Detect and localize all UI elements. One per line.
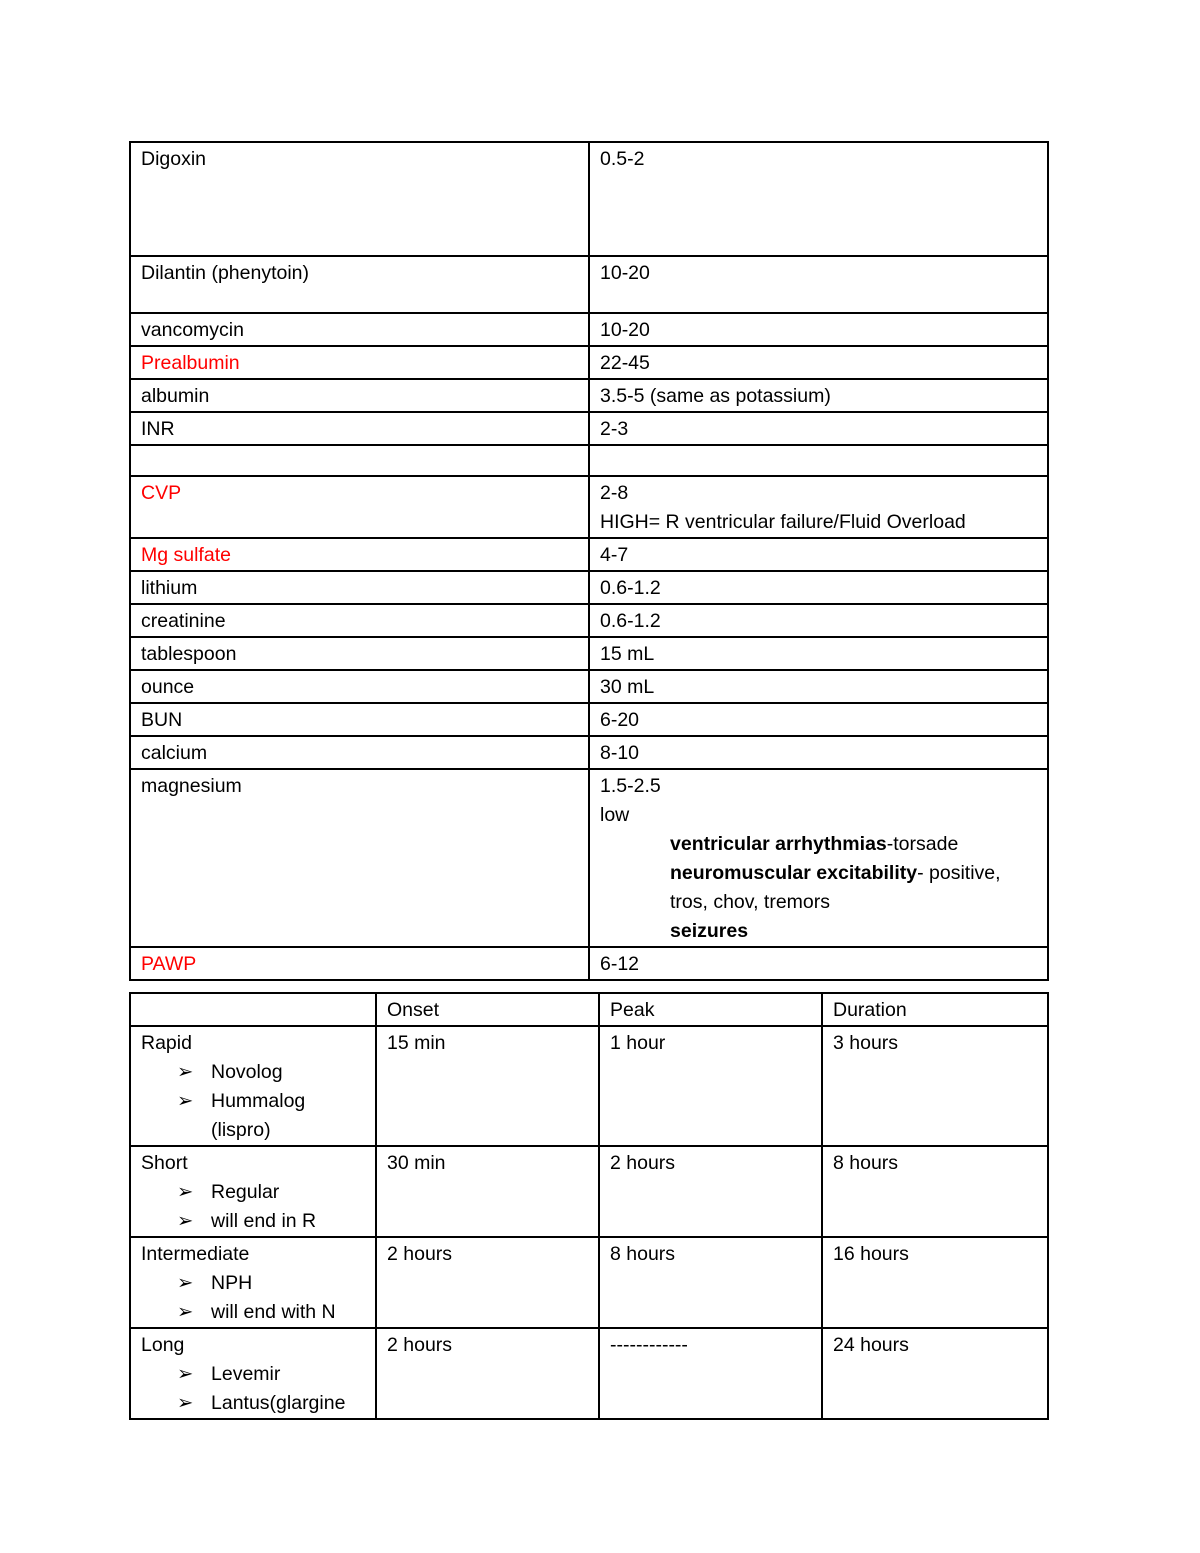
lab-value [589,769,1048,947]
onset-cell: 2 hours [376,1328,599,1419]
lab-name: creatinine [130,604,589,637]
lab-name: Digoxin [130,142,589,256]
table-row [130,313,1048,346]
lab-value: 0.5-2 [589,142,1048,256]
header-cell [130,993,376,1026]
arrow-bullet-icon: ➢ [177,1181,194,1203]
table-row [130,1146,1048,1237]
effect-bold: ventricular arrhythmias [670,833,887,855]
insulin-type [130,1026,376,1146]
table-row [130,142,1048,256]
table-row [130,947,1048,980]
lab-value: 22-45 [589,346,1048,379]
duration-cell: 24 hours [822,1328,1048,1419]
lab-value: 6-20 [589,703,1048,736]
table-row [130,571,1048,604]
lab-name: ounce [130,670,589,703]
magnesium-effect-1 [600,830,1037,859]
lab-name: Mg sulfate [130,538,589,571]
insulin-type-label: Rapid [141,1032,192,1054]
lab-name: BUN [130,703,589,736]
example-name: Novolog [211,1061,283,1083]
lab-value: 0.6-1.2 [589,571,1048,604]
insulin-examples [141,1360,365,1418]
onset-cell: 15 min [376,1026,599,1146]
lab-name: lithium [130,571,589,604]
arrow-bullet-icon: ➢ [177,1272,194,1294]
lab-value: 6-12 [589,947,1048,980]
lab-name: PAWP [130,947,589,980]
table-row [130,670,1048,703]
lab-value: 0.6-1.2 [589,604,1048,637]
insulin-type [130,1146,376,1237]
list-item [177,1207,365,1236]
table-row [130,1026,1048,1146]
table-row-empty [130,445,1048,476]
lab-name: albumin [130,379,589,412]
lab-name: Prealbumin [130,346,589,379]
cvp-note: HIGH= R ventricular failure/Fluid Overload [600,511,966,533]
magnesium-low: low [600,804,630,826]
table-row [130,538,1048,571]
list-item [177,1389,365,1418]
example-name: will end in R [211,1210,317,1232]
effect-text: - positive, [917,862,1001,884]
lab-name: INR [130,412,589,445]
lab-value: 4-7 [589,538,1048,571]
cvp-range: 2-8 [600,482,629,504]
lab-value: 10-20 [589,313,1048,346]
list-item [177,1269,365,1298]
lab-value: 3.5-5 (same as potassium) [589,379,1048,412]
magnesium-effect-2-cont: tros, chov, tremors [670,891,831,913]
table-row [130,769,1048,947]
lab-value [589,476,1048,538]
effect-bold: neuromuscular excitability [670,862,918,884]
onset-cell: 2 hours [376,1237,599,1328]
list-item [177,1058,365,1087]
insulin-examples [141,1269,365,1327]
lab-name: calcium [130,736,589,769]
header-onset: Onset [376,993,599,1026]
insulin-type-label: Long [141,1334,185,1356]
insulin-type [130,1237,376,1328]
insulin-type [130,1328,376,1419]
duration-cell: 3 hours [822,1026,1048,1146]
effect-text: -torsade [886,833,959,855]
insulin-table [129,992,1049,1420]
lab-values-table [129,141,1049,981]
insulin-examples [141,1058,365,1145]
lab-value: 8-10 [589,736,1048,769]
magnesium-effect-3 [600,917,1037,946]
table-header-row [130,993,1048,1026]
table-row [130,1328,1048,1419]
lab-name: Dilantin (phenytoin) [130,256,589,313]
magnesium-effect-2 [600,859,1037,888]
example-name: Lantus(glargine [211,1392,346,1414]
duration-cell: 8 hours [822,1146,1048,1237]
arrow-bullet-icon: ➢ [177,1392,194,1414]
arrow-bullet-icon: ➢ [177,1363,194,1385]
example-name: will end with N [211,1301,336,1323]
table-row [130,379,1048,412]
table-row [130,736,1048,769]
table-row [130,476,1048,538]
header-peak: Peak [599,993,822,1026]
table-row [130,703,1048,736]
onset-cell: 30 min [376,1146,599,1237]
lab-value: 15 mL [589,637,1048,670]
lab-name: CVP [130,476,589,538]
lab-value: 2-3 [589,412,1048,445]
list-item [177,1360,365,1389]
insulin-type-label: Short [141,1152,188,1174]
magnesium-range: 1.5-2.5 [600,775,661,797]
table-row [130,256,1048,313]
example-name: Regular [211,1181,280,1203]
effect-bold: seizures [670,920,749,942]
insulin-type-label: Intermediate [141,1243,250,1265]
header-duration: Duration [822,993,1048,1026]
arrow-bullet-icon: ➢ [177,1061,194,1083]
duration-cell: 16 hours [822,1237,1048,1328]
table-row [130,346,1048,379]
list-item [177,1298,365,1327]
peak-cell: ------------ [599,1328,822,1419]
arrow-bullet-icon: ➢ [177,1301,194,1323]
lab-value [589,445,1048,476]
lab-name: magnesium [130,769,589,947]
table-row [130,604,1048,637]
table-row [130,1237,1048,1328]
peak-cell: 8 hours [599,1237,822,1328]
example-name: NPH [211,1272,253,1294]
lab-name: vancomycin [130,313,589,346]
example-name: Levemir [211,1363,281,1385]
peak-cell: 1 hour [599,1026,822,1146]
insulin-examples [141,1178,365,1236]
lab-value: 10-20 [589,256,1048,313]
list-item [177,1087,365,1145]
lab-name [130,445,589,476]
lab-name: tablespoon [130,637,589,670]
peak-cell: 2 hours [599,1146,822,1237]
lab-value: 30 mL [589,670,1048,703]
arrow-bullet-icon: ➢ [177,1090,194,1112]
table-row [130,412,1048,445]
list-item [177,1178,365,1207]
arrow-bullet-icon: ➢ [177,1210,194,1232]
example-name: Hummalog (lispro) [211,1090,306,1141]
table-row [130,637,1048,670]
